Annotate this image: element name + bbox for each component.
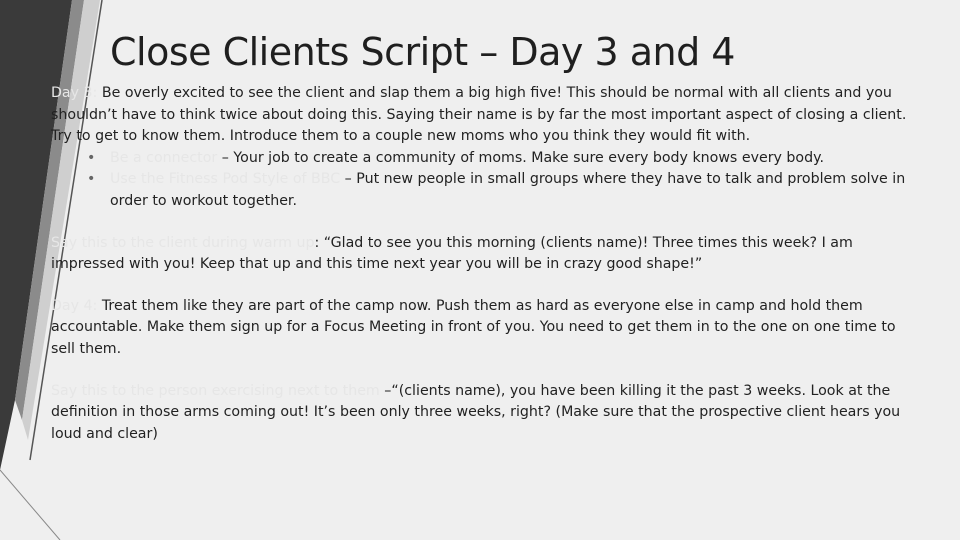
day4-say-label: Say this to the person exercising next to them [51,382,380,399]
day4-paragraph [51,296,911,361]
bullet-icon: • [87,171,96,188]
day3-text: Be overly excited to see the client and slap them a big high five! This should be normal with all clients and you shouldn’t have to think twice about doing this. Saying their name is by far the most important aspect of closing a client. Try to get to know them. Introduce them to a couple new moms who you think they would fit with. [51,85,907,145]
slide-content [51,83,911,445]
day3-say-text: : “Glad to see you this morning (clients name)! Three times this week? I am impressed with you! Keep that up and this time next year you will be in crazy good shape!” [51,234,853,273]
day3-label: Day 3: [51,85,98,101]
bullet-icon: • [87,149,96,166]
day4-say-text: –“(clients name), you have been killing it the past 3 weeks. Look at the definition in those arms coming out! It’s been only three weeks, right? (Make sure that the prospective client hears you loud and clear) [51,382,901,442]
bullet-text: – Your job to create a community of moms. Make sure every body knows every body. [217,149,825,166]
day4-label: Day 4: [51,297,98,314]
bottom-accent-line [0,470,60,540]
day3-say-label: Say this to the client during warm up [51,234,315,251]
bullet-label: Use the Fitness Pod Style of BBC [110,171,341,188]
bullet-text: – Put new people in small groups where they have to talk and problem solve in order to workout together. [110,171,906,209]
day4-say-paragraph [51,381,911,446]
list-item [51,148,911,170]
slide-title: Close Clients Script – Day 3 and 4 [110,30,735,74]
day3-say-paragraph [51,233,911,276]
day4-text: Treat them like they are part of the camp now. Push them as hard as everyone else in camp and hold them accountable. Make them sign up for a Focus Meeting in front of you. You need to get them in to the one on one time to sell them. [51,297,896,357]
bullet-label: Be a connector [110,149,218,166]
day3-paragraph [51,83,911,148]
list-item [51,169,911,212]
day3-bullet-list [51,148,911,213]
